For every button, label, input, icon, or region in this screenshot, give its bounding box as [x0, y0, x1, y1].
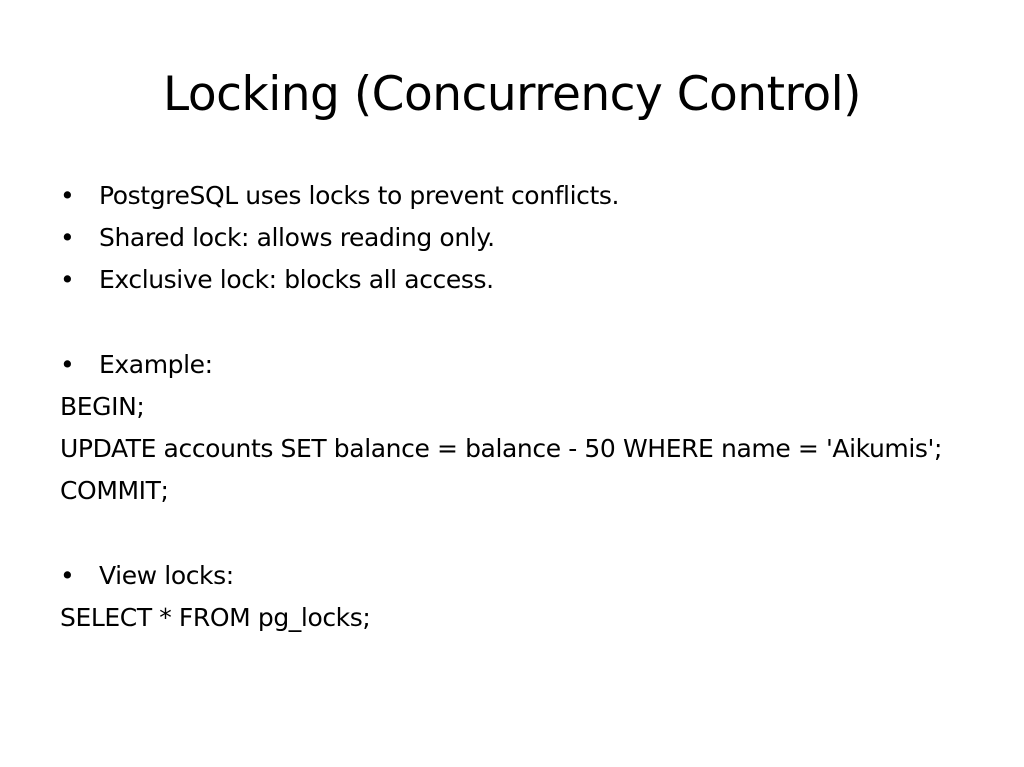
slide-body — [60, 175, 980, 639]
bullet-item — [60, 217, 980, 259]
bullet-item — [60, 175, 980, 217]
bullet-dot-icon: • — [60, 181, 75, 210]
bullet-dot-icon: • — [60, 223, 75, 252]
bullet-text: View locks: — [99, 561, 234, 590]
bullet-text: Shared lock: allows reading only. — [99, 223, 495, 252]
bullet-text: Exclusive lock: blocks all access. — [99, 265, 494, 294]
bullet-item-example — [60, 344, 980, 386]
bullet-item-view-locks — [60, 555, 980, 597]
code-line: COMMIT; — [60, 476, 169, 505]
code-line: UPDATE accounts SET balance = balance - 50 WHERE name = 'Aikumis'; — [60, 434, 943, 463]
code-line: SELECT * FROM pg_locks; — [60, 603, 371, 632]
bullet-item — [60, 259, 980, 301]
bullet-dot-icon: • — [60, 561, 75, 590]
bullet-text: PostgreSQL uses locks to prevent conflicts. — [99, 181, 620, 210]
spacer — [60, 301, 980, 344]
bullet-text: Example: — [99, 350, 213, 379]
bullet-dot-icon: • — [60, 265, 75, 294]
bullet-dot-icon: • — [60, 350, 75, 379]
spacer — [60, 512, 980, 555]
code-line: BEGIN; — [60, 392, 145, 421]
slide-title: Locking (Concurrency Control) — [163, 67, 861, 122]
